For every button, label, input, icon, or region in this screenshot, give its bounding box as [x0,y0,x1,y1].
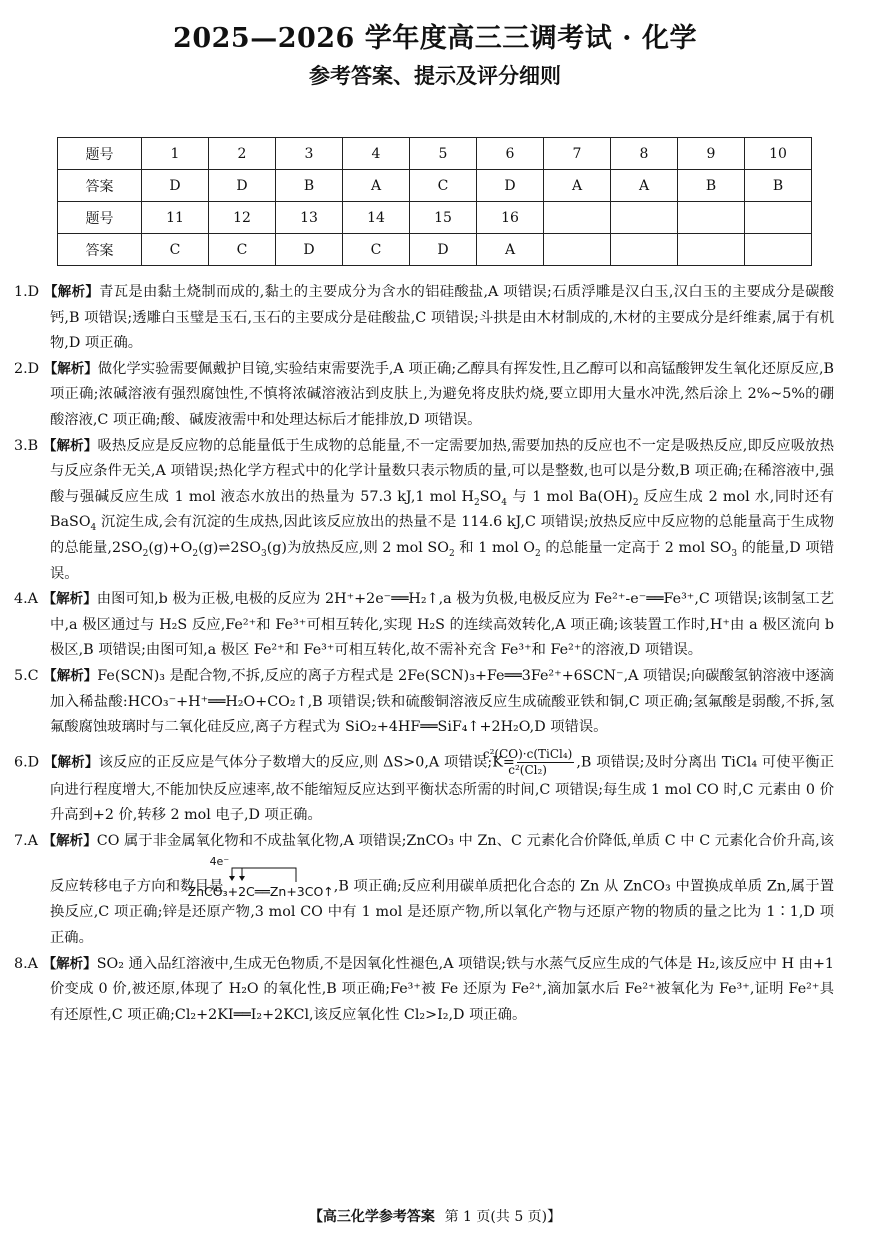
table-cell: 1 [142,138,209,170]
table-cell: 12 [209,202,276,234]
item-text: (g)⇌2SO [198,539,261,556]
explanation-1 [14,280,834,357]
item-text: 该反应的正反应是气体分子数增大的反应,则 ΔS>0,A 项错误;K= [98,754,515,771]
electron-transfer-arrow-icon [224,864,304,884]
row-header: 题号 [58,202,142,234]
table-cell [611,202,678,234]
table-cell: C [142,234,209,266]
item-number: 4.A [14,591,38,608]
table-cell: 6 [477,138,544,170]
item-tag: 【解析】 [42,437,98,454]
item-tag: 【解析】 [43,284,100,300]
table-cell [678,234,745,266]
table-cell: A [544,170,611,202]
table-cell: 14 [343,202,410,234]
table-cell: 2 [209,138,276,170]
item-text: SO [479,488,502,505]
page-subtitle: 参考答案、提示及评分细则 [309,63,561,88]
table-cell: D [142,170,209,202]
table-row [58,170,812,202]
table-cell: B [745,170,812,202]
item-text: 由图可知,b 极为正极,电极的反应为 2H⁺+2e⁻══H₂↑,a 极为负极,电极反应为 Fe²⁺-e⁻══Fe³⁺,C 项错误;该制氢工艺中,a 极区通过与 H₂S 反应,Fe²⁺和 Fe³⁺可相互转化,实现 H₂S 的连续高效转化,A 项正确;该装置工作时,H⁺由 a 极区流向 b 极区,B 项错误;由图可知,a 极区 Fe²⁺和 Fe³⁺可相互转化,故不需补充含 Fe³⁺和 Fe²⁺的溶液,D 项错误。 [50,591,834,659]
table-cell: 10 [745,138,812,170]
reaction-equation: ZnCO₃+2C══Zn+3CO↑ [187,884,334,900]
table-cell: 5 [410,138,477,170]
table-cell: 8 [611,138,678,170]
table-cell [745,234,812,266]
table-cell: D [276,234,343,266]
item-tag: 【解析】 [43,667,98,684]
table-cell: A [343,170,410,202]
explanation-8 [14,952,834,1029]
item-text: 沉淀生成,会有沉淀的生成热,因此该反应放出的热量不是 114.6 kJ,C 项错误;放热反应中反应物的总能量高于生成物的总能量,2SO [50,514,834,556]
item-tag: 【解析】 [42,955,97,972]
item-number: 3.B [14,437,39,454]
fraction-numerator: c²(CO)·c(TiCl₄) [482,746,573,761]
item-number: 7.A [14,832,38,849]
explanation-5 [14,664,834,741]
table-cell [544,234,611,266]
table-cell: B [678,170,745,202]
table-cell: 16 [477,202,544,234]
page-footer [0,1206,870,1226]
item-tag: 【解析】 [43,754,99,771]
item-number: 2.D [14,360,40,377]
item-text: ,B 项错误;及时分离出 TiCl₄ 可使平衡正向进行程度增大,不能加快反应速率,故不能缩短反应达到平衡状态所需的时间,C 项错误;每生成 1 mol CO 时,C 元素由 0 价升高到+2 价,转移 2 mol 电子,D 项正确。 [50,754,835,824]
item-text: Fe(SCN)₃ 是配合物,不拆,反应的离子方程式是 2Fe(SCN)₃+Fe══3Fe²⁺+6SCN⁻,A 项错误;向碳酸氢钠溶液中逐滴加入稀盐酸:HCO₃⁻+H⁺══H₂O+CO₂↑,B 项错误;铁和硫酸铜溶液反应生成硫酸亚铁和铜,C 项正确;氢氟酸是弱酸,不拆,氢氟酸腐蚀玻璃时与二氧化硅反应,离子方程式为 SiO₂+4HF══SiF₄↑+2H₂O,D 项错误。 [50,667,835,736]
explanation-3: 3.B 【解析】吸热反应是反应物的总能量低于生成物的总能量,不一定需要加热,需要加热的反应也不一定是吸热反应,即反应吸放热与反应条件无关,A 项错误;热化学方程式中的化学计量数只表示物质的量,可以是整数,也可以是分数,B 项正确;在稀溶液中,强酸与强碱反应生成 1 mol 液态水放出的热量为 57.3 kJ,1 mol $H_2SO_4$ 与 1 mol $Ba(OH)_2$ 反应生成 2 mol 水,同时还有 BaSO$_4$ 沉淀生成,会有沉淀的生成热,因此该反应放出的热量不是 114.6 kJ,C 项错误;放热反应中反应物的总能量高于生成物的总能量$,2SO_2(g)+O_2(g)\rightleftharpoons 2SO_3(g)$为放热反应,则 2 mol $SO_2$ 和 1 mol $O_2$ 的总能量一定高于 2 mol $SO_3$ 的能量,D 项错误。 [14,437,835,582]
electron-transfer-equation: 4e⁻ ZnCO₃+2C══Zn+3CO↑ [187,855,334,900]
explanations [14,280,834,1028]
table-cell: B [276,170,343,202]
table-cell [678,202,745,234]
table-cell [611,234,678,266]
table-cell: 11 [142,202,209,234]
table-cell: 3 [276,138,343,170]
explanation-4 [14,587,834,664]
table-cell: D [477,170,544,202]
table-cell: 15 [410,202,477,234]
item-text: 和 1 mol O [454,539,536,556]
table-row [58,138,812,170]
table-row [58,202,812,234]
footer-label: 【高三化学参考答案 [308,1209,435,1225]
item-text: 吸热反应是反应物的总能量低于生成物的总能量,不一定需要加热,需要加热的反应也不一定是吸热反应,即反应吸放热与反应条件无关,A 项错误;热化学方程式中的化学计量数只表示物质的量,可以是整数,也可以是分数,B 项正确;在稀溶液中,强酸与强碱反应生成 1 mol 液态水放出的热量为 57.3 kJ,1 mol H [50,437,834,505]
item-tag: 【解析】 [42,591,97,608]
item-text: (g)为放热反应,则 2 mol SO [266,539,449,556]
item-text: 反应生成 2 mol 水,同时还有 BaSO [50,488,834,531]
item-text: CO 属于非金属氧化物和不成盐氧化物,A 项错误;ZnCO₃ 中 Zn、C 元素化合价降低,单质 C 中 C 元素化合价升高,该反应转移电子方向和数目是 [50,832,835,895]
table-cell: A [477,234,544,266]
row-header: 答案 [58,234,142,266]
item-number: 1.D [14,284,40,300]
table-cell: C [209,234,276,266]
item-text: 的总能量一定高于 2 mol SO [540,539,732,556]
item-number: 8.A [14,955,38,972]
table-row [58,234,812,266]
item-text: 做化学实验需要佩戴护目镜,实验结束需要洗手,A 项正确;乙醇具有挥发性,且乙醇可以和高锰酸钾发生氧化还原反应,B 项正确;浓碱溶液有强烈腐蚀性,不慎将浓碱溶液沾到皮肤上,为避免将皮肤灼烧,要立即用大量水冲洗,然后涂上 2%~5%的硼酸溶液,C 项正确;酸、碱废液需中和处理达标后才能排放,D 项错误。 [50,360,834,428]
row-header: 答案 [58,170,142,202]
item-tag: 【解析】 [43,360,98,377]
table-cell: C [410,170,477,202]
table-cell: D [410,234,477,266]
item-tag: 【解析】 [42,832,97,849]
table-cell: 13 [276,202,343,234]
table-cell: 7 [544,138,611,170]
item-number: 5.C [14,667,39,684]
table-cell: C [343,234,410,266]
explanation-6 [14,747,834,829]
fraction-denominator: c²(Cl₂) [508,762,547,777]
item-text: 与 1 mol Ba(OH) [507,488,633,505]
answer-table [57,137,812,266]
item-text: SO₂ 通入品红溶液中,生成无色物质,不是因氧化性褪色,A 项错误;铁与水蒸气反应生成的气体是 H₂,该反应中 H 由+1 价变成 0 价,被还原,体现了 H₂O 的氧化性,B 项正确;Fe³⁺被 Fe 还原为 Fe²⁺,滴加氯水后 Fe²⁺被氧化为 Fe³⁺,证明 Fe²⁺具有还原性,C 项正确;Cl₂+2KI══I₂+2KCl,该反应氧化性 Cl₂>I₂,D 项正确。 [50,955,835,1023]
item-text: 的能量,D 项错误。 [50,539,835,582]
page-title: 2025—2026 学年度高三三调考试 · 化学 [173,23,697,54]
explanation-7 [14,829,834,952]
table-cell [544,202,611,234]
table-cell: D [209,170,276,202]
item-text: ,B 项正确;反应利用碳单质把化合态的 Zn 从 ZnCO₃ 中置换成单质 Zn,属于置换反应,C 项正确;锌是还原产物,3 mol CO 中有 1 mol 是还原产物,所以氧化产物与还原产物的物质的量之比为 1∶1,D 项正确。 [50,878,835,947]
page-number: 第 1 页(共 5 页)】 [444,1209,562,1225]
row-header: 题号 [58,138,142,170]
explanation-2 [14,357,834,434]
item-text: 青瓦是由黏土烧制而成的,黏土的主要成分为含水的铝硅酸盐,A 项错误;石质浮雕是汉白玉,汉白玉的主要成分是碳酸钙,B 项错误;透雕白玉璧是玉石,玉石的主要成分是硅酸盐,C 项错误;斗拱是由木材制成的,木材的主要成分是纤维素,属于有机物,D 项正确。 [50,284,835,352]
equilibrium-constant-fraction [482,746,574,778]
table-cell: A [611,170,678,202]
item-number: 6.D [14,754,40,771]
table-cell: 9 [678,138,745,170]
table-cell [745,202,812,234]
table-cell: 4 [343,138,410,170]
item-text: (g)+O [148,539,193,556]
